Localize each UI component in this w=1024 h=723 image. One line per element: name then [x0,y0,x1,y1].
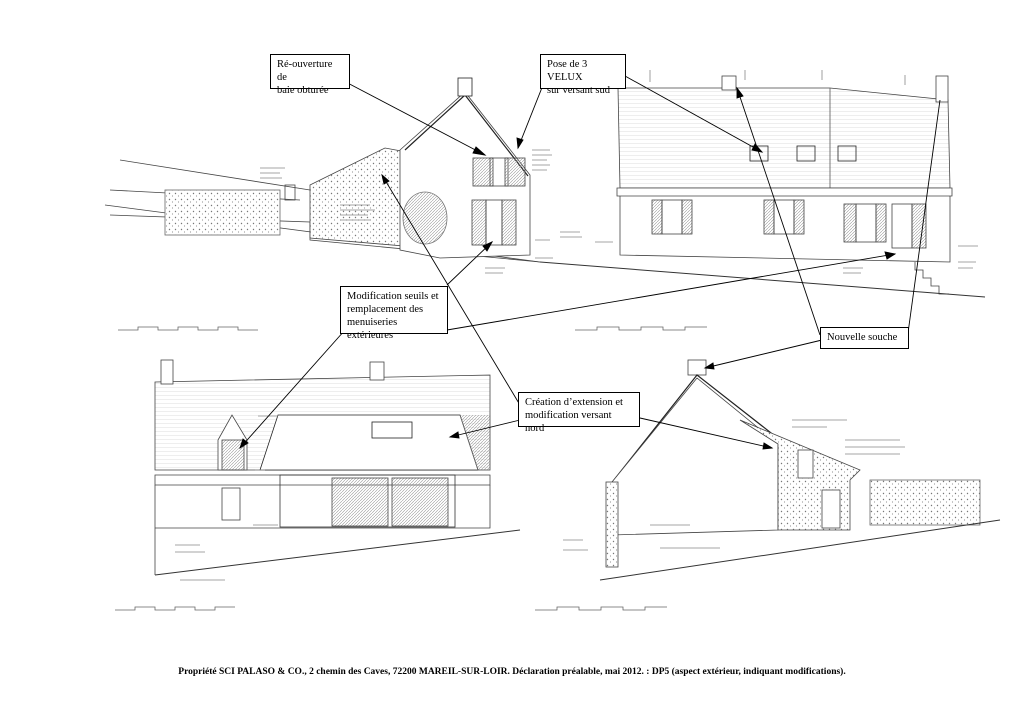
elevation-top-right [540,70,985,297]
callout-modification-line2: remplacement des [347,304,424,315]
callout-souche-line1: Nouvelle souche [827,332,898,343]
callout-reouverture-line2: baie obturée [277,85,329,96]
document-caption: Propriété SCI PALASO & CO., 2 chemin des Caves, 72200 MAREIL-SUR-LOIR. Déclaration préalable, mai 2012. : DP5 (aspect extérieur, indiquant modifications). [178,667,846,677]
callout-souche [820,327,909,349]
callout-modification-line1: Modification seuils et [347,291,439,302]
elevation-bottom-left [155,360,520,580]
callout-reouverture-line1: Ré-ouverture de [277,59,333,83]
callout-modification-line3: menuiseries extérieures [347,317,398,341]
callout-extension-line1: Création d’extension et [525,397,623,408]
callout-extension [518,392,640,434]
callout-reouverture [270,54,350,96]
callout-modification [340,286,448,341]
callout-extension-line2: modification versant nord [525,410,612,434]
callout-velux-line2: sur versant sud [547,85,610,96]
callout-velux-line1: Pose de 3 VELUX [547,59,588,83]
callout-velux [540,54,626,96]
elevation-top-left [105,78,553,273]
